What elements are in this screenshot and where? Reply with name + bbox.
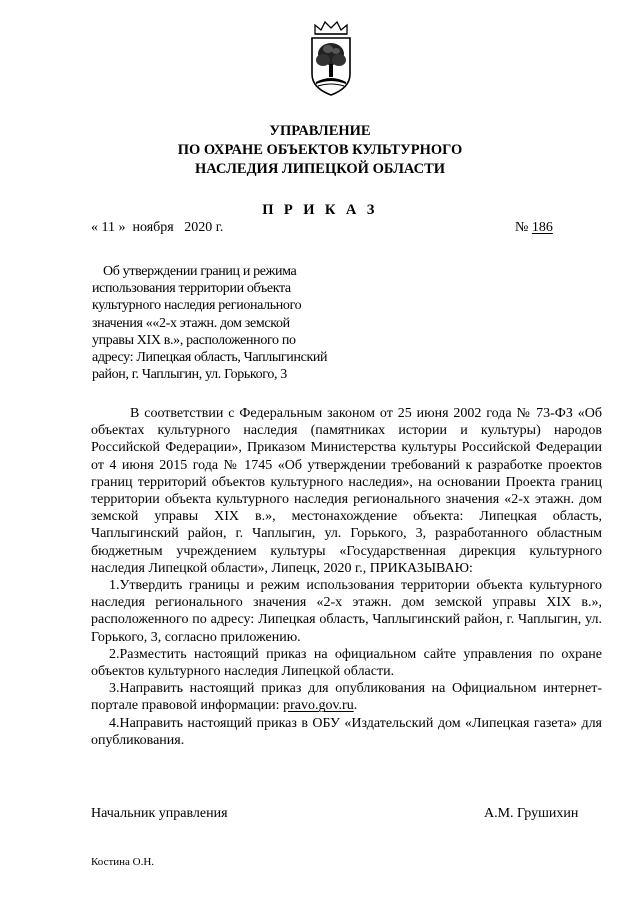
- order-item-1: 1.Утвердить границы и режим использования территории объекта культурного наследия регионального значения «2-х этажн. дом земской управы XIX в.», расположенного по адресу: Липецкая область, Чаплыгинский район, г. Чаплыгин, ул. Горького, 3, согласно приложению.: [91, 578, 602, 645]
- subject-line: адресу: Липецкая область, Чаплыгинский: [92, 350, 328, 366]
- order-item-3-text: 3.Направить настоящий приказ для опубликования на Официальном интернет-портале правовой информации:: [91, 681, 602, 714]
- pravo-gov-link[interactable]: pravo.gov.ru: [283, 698, 354, 714]
- order-item-3-end: .: [353, 698, 358, 714]
- order-item-4: 4.Направить настоящий приказ в ОБУ «Издательский дом «Липецкая газета» для опубликования.: [91, 715, 602, 748]
- subject-line: значения ««2-х этажн. дом земской: [92, 315, 290, 331]
- subject-line: использования территории объекта: [92, 281, 291, 297]
- subject-line: Об утверждении границ и режима: [103, 264, 297, 279]
- preamble-paragraph: В соответствии с Федеральным законом от 25 июня 2002 года № 73-ФЗ «Об объектах культурного наследия (памятниках истории и культуры) народов Российской Федерации», Приказом Министерства культуры Российской Федерации от 4 июня 2015 года № 1745 «Об утверждении требований к разработке проектов границ территорий объектов культурного наследия», на основании Проекта границ территории объекта культурного наследия регионального значения «2-х этажн. дом земской управы XIX в.», местонахождение объекта: Липецкая область, Чаплыгинский район, г. Чаплыгин, ул. Горького, 3, разработанного областным бюджетным учреждением культуры «Государственная дирекция культурного наследия Липецкой области», Липецк, 2020 г., ПРИКАЗЫВАЮ:: [91, 406, 602, 576]
- signer-position: Начальник управления: [91, 806, 228, 821]
- organization-title-line: ПО ОХРАНЕ ОБЪЕКТОВ КУЛЬТУРНОГО: [177, 142, 463, 158]
- organization-title: [0, 122, 640, 179]
- organization-title-line: УПРАВЛЕНИЕ: [269, 123, 371, 139]
- subject-line: управы XIX в.», расположенного по: [92, 332, 296, 348]
- order-date: « 11 » ноября 2020 г.: [91, 220, 224, 235]
- subject-line: культурного наследия регионального: [92, 298, 302, 314]
- executor-name: Костина О.Н.: [91, 856, 155, 868]
- signer-name: А.М. Грушихин: [484, 806, 579, 821]
- lipetsk-coat-of-arms-icon: [306, 20, 356, 98]
- order-item-3: [91, 680, 602, 714]
- order-number: [515, 220, 553, 236]
- order-number-value: 186: [531, 220, 553, 235]
- subject-line: район, г. Чаплыгин, ул. Горького, 3: [92, 367, 287, 383]
- order-subject: [92, 263, 382, 383]
- organization-title-line: НАСЛЕДИЯ ЛИПЕЦКОЙ ОБЛАСТИ: [194, 161, 446, 177]
- order-item-2: 2.Разместить настоящий приказ на официальном сайте управления по охране объектов культурного наследия Липецкой области.: [91, 646, 602, 680]
- document-type: П Р И К А З: [262, 202, 378, 218]
- order-body: [91, 405, 602, 749]
- order-number-prefix: №: [515, 220, 532, 235]
